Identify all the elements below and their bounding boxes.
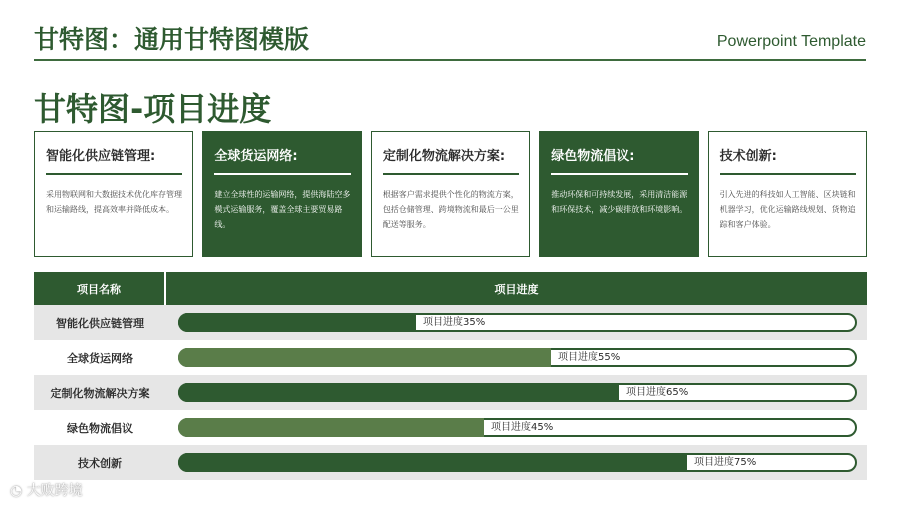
card-title: 技术创新: <box>720 145 856 175</box>
table-row <box>34 305 867 340</box>
card-body: 采用物联网和大数据技术优化库存管理和运输路线，提高效率并降低成本。 <box>46 190 182 214</box>
card-global-freight <box>202 131 361 257</box>
card-tech-innovation <box>708 131 867 257</box>
column-header-project-name: 项目名称 <box>34 272 166 305</box>
card-green-logistics <box>539 131 698 257</box>
header-title: 甘特图：通用甘特图模版 <box>34 25 310 54</box>
card-title: 定制化物流解决方案: <box>383 145 519 175</box>
project-name: 全球货运网络 <box>67 351 133 365</box>
progress-track <box>178 418 857 437</box>
progress-label: 项目进度35% <box>423 317 486 328</box>
gantt-table-header <box>34 272 867 305</box>
progress-label: 项目进度65% <box>626 387 689 398</box>
table-row <box>34 375 867 410</box>
project-name: 定制化物流解决方案 <box>50 386 150 400</box>
progress-bar <box>178 453 687 472</box>
table-row <box>34 410 867 445</box>
progress-label: 项目进度45% <box>491 422 554 433</box>
progress-track <box>178 383 857 402</box>
project-name: 智能化供应链管理 <box>56 316 144 330</box>
card-title: 全球货运网络: <box>214 145 350 175</box>
progress-bar <box>178 418 484 437</box>
gantt-rows <box>34 305 867 480</box>
project-name: 绿色物流倡议 <box>67 421 133 435</box>
card-body: 根据客户需求提供个性化的物流方案，包括仓储管理、跨境物流和最后一公里配送等服务。 <box>382 190 519 229</box>
table-row <box>34 340 867 375</box>
table-row <box>34 445 867 480</box>
card-title: 智能化供应链管理: <box>46 145 182 175</box>
card-body: 建立全球性的运输网络，提供海陆空多模式运输服务，覆盖全球主要贸易路线。 <box>214 190 351 229</box>
card-body: 引入先进的科技如人工智能、区块链和机器学习，优化运输路线规划、货物追踪和客户体验。 <box>719 190 856 229</box>
column-header-progress: 项目进度 <box>494 282 539 296</box>
card-row <box>34 131 867 257</box>
project-name: 技术创新 <box>78 456 122 470</box>
progress-label: 项目进度75% <box>694 457 757 468</box>
progress-track <box>178 313 857 332</box>
header-subtitle: Powerpoint Template <box>716 33 866 50</box>
watermark-text: 大败跨境 <box>26 483 83 499</box>
progress-track <box>178 348 857 367</box>
card-body: 推动环保和可持续发展，采用清洁能源和环保技术，减少碳排放和环境影响。 <box>551 190 688 214</box>
watermark-logo: ◔ 大败跨境 <box>10 483 83 499</box>
card-custom-solutions <box>371 131 530 257</box>
card-title: 绿色物流倡议: <box>551 145 687 175</box>
progress-bar <box>178 383 619 402</box>
progress-bar <box>178 313 416 332</box>
progress-track <box>178 453 857 472</box>
card-smart-supply-chain <box>34 131 193 257</box>
progress-label: 项目进度55% <box>558 352 621 363</box>
progress-bar <box>178 348 551 367</box>
section-title: 甘特图-项目进度 <box>34 90 272 128</box>
header-divider <box>34 59 866 61</box>
